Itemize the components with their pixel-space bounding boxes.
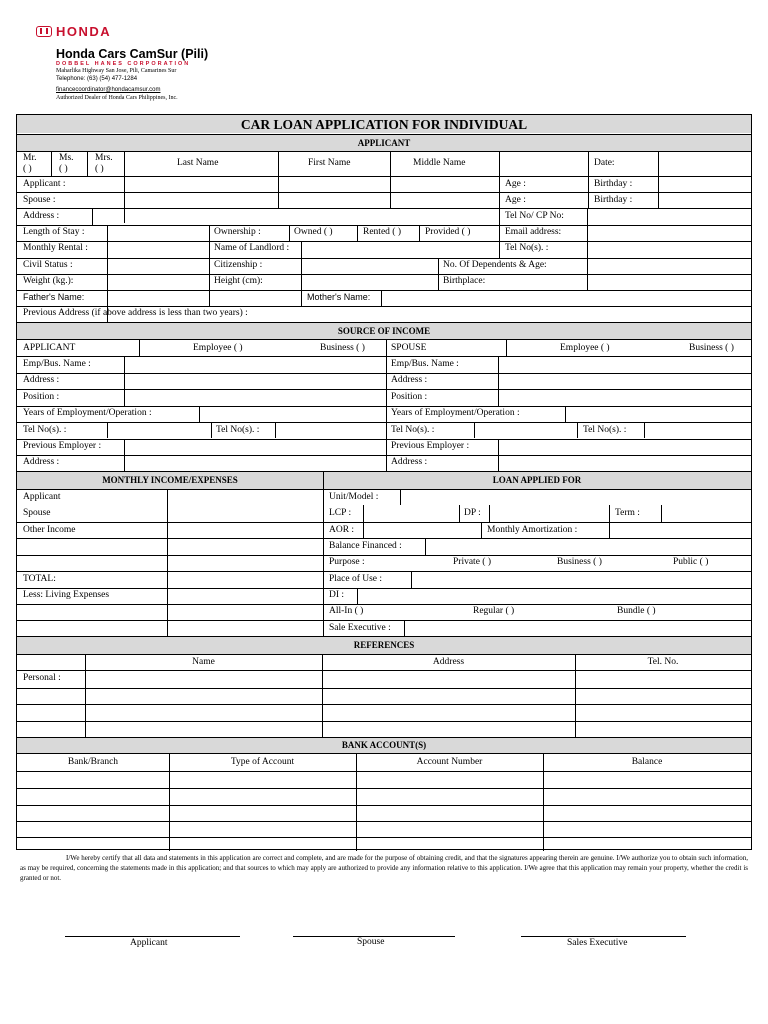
length-of-stay-label: Length of Stay : bbox=[23, 227, 85, 237]
table-rule bbox=[17, 373, 751, 374]
income-applicant-label: APPLICANT bbox=[23, 343, 76, 353]
spouse-emp-name-label: Emp/Bus. Name : bbox=[391, 359, 459, 369]
dealer-name: Honda Cars CamSur (Pili) bbox=[56, 47, 209, 61]
spouse-age-label: Age : bbox=[505, 195, 526, 205]
table-rule bbox=[499, 151, 500, 208]
table-rule bbox=[17, 322, 751, 323]
spouse-prev-employer-label: Previous Employer : bbox=[391, 441, 470, 451]
lcp-label: LCP : bbox=[329, 508, 352, 518]
applicant-label: Applicant : bbox=[23, 179, 66, 189]
table-rule bbox=[17, 471, 751, 472]
last-name-header: Last Name bbox=[177, 158, 219, 168]
di-label: DI : bbox=[329, 590, 345, 600]
table-rule bbox=[419, 225, 420, 241]
unit-model-label: Unit/Model : bbox=[329, 492, 379, 502]
table-rule bbox=[17, 439, 751, 440]
table-rule bbox=[357, 225, 358, 241]
table-rule bbox=[17, 555, 751, 556]
table-rule bbox=[425, 538, 426, 555]
owned-checkbox[interactable]: Owned ( ) bbox=[294, 227, 333, 237]
applicant-signature-label: Applicant bbox=[130, 938, 168, 948]
rented-checkbox[interactable]: Rented ( ) bbox=[363, 227, 401, 237]
table-rule bbox=[357, 588, 358, 604]
table-rule bbox=[17, 753, 751, 754]
applicant-emp-name-label: Emp/Bus. Name : bbox=[23, 359, 91, 369]
table-rule bbox=[124, 439, 125, 471]
balance-header: Balance bbox=[631, 757, 663, 767]
address-label: Address : bbox=[23, 211, 60, 221]
mothers-name-label: Mother's Name: bbox=[307, 292, 371, 302]
ref-name-header: Name bbox=[192, 657, 215, 667]
place-of-use-label: Place of Use : bbox=[329, 574, 383, 584]
birthday-label: Birthday : bbox=[594, 179, 633, 189]
monthly-applicant-label: Applicant bbox=[23, 492, 61, 502]
table-rule bbox=[499, 208, 500, 225]
table-rule bbox=[661, 505, 662, 522]
loan-application-form bbox=[16, 114, 752, 850]
table-rule bbox=[17, 788, 751, 789]
table-rule bbox=[124, 151, 125, 223]
balance-financed-label: Balance Financed : bbox=[329, 541, 402, 551]
table-rule bbox=[17, 339, 751, 340]
table-rule bbox=[587, 225, 588, 258]
dealer-address: Maharlika Highway San Jose, Pili, Camarines Sur bbox=[56, 68, 177, 74]
purpose-label: Purpose : bbox=[329, 557, 365, 567]
mr-checkbox[interactable]: ( ) bbox=[23, 164, 32, 174]
table-rule bbox=[87, 151, 88, 176]
dp-label: DP : bbox=[464, 508, 481, 518]
table-rule bbox=[17, 704, 751, 705]
table-rule bbox=[17, 389, 751, 390]
previous-address-label: Previous Address (if above address is less than two years) : bbox=[23, 308, 248, 318]
spouse-employee-checkbox[interactable]: Employee ( ) bbox=[560, 343, 610, 353]
spouse-tel2-label: Tel No(s). : bbox=[583, 425, 627, 435]
table-rule bbox=[587, 258, 588, 290]
sales-executive-signature-label: Sales Executive bbox=[567, 938, 628, 948]
regular-checkbox[interactable]: Regular ( ) bbox=[473, 606, 515, 616]
table-rule bbox=[17, 604, 751, 605]
table-rule bbox=[17, 771, 751, 772]
term-label: Term : bbox=[615, 508, 640, 518]
mrs-checkbox[interactable]: ( ) bbox=[95, 164, 104, 174]
table-rule bbox=[289, 225, 290, 241]
email-address-label: Email address: bbox=[505, 227, 562, 237]
applicant-tel-label: Tel No(s). : bbox=[23, 425, 67, 435]
sales-executive-signature-line[interactable] bbox=[521, 936, 686, 937]
table-rule bbox=[17, 192, 751, 193]
table-rule bbox=[386, 339, 387, 472]
table-rule bbox=[17, 134, 751, 135]
table-rule bbox=[107, 422, 108, 438]
table-rule bbox=[92, 208, 93, 225]
table-rule bbox=[17, 688, 751, 689]
table-rule bbox=[17, 522, 751, 523]
table-rule bbox=[17, 571, 751, 572]
table-rule bbox=[381, 290, 382, 306]
spouse-emp-address-label: Address : bbox=[391, 375, 428, 385]
bank-heading: BANK ACCOUNT(S) bbox=[341, 740, 427, 750]
table-rule bbox=[17, 654, 751, 655]
certification-text: I/We hereby certify that all data and statements in this application are correct and complete, and are made for the purpose of obtaining credit, and that the signatures appearing therein are genuine. I/We authorize you to obtain such information, as may be required, concerning the statements made in this application; and that sources to which may apply are authorized to provide any information relative to this application. I/We agree that this application may remain your property, whether the credit is granted or not. bbox=[20, 854, 748, 882]
total-label: TOTAL: bbox=[23, 574, 56, 584]
brand-name: HONDA bbox=[56, 24, 112, 39]
table-rule bbox=[17, 737, 751, 738]
applicant-business-checkbox[interactable]: Business ( ) bbox=[320, 343, 365, 353]
ms-label: Ms. bbox=[59, 153, 74, 163]
table-rule bbox=[565, 406, 566, 422]
ownership-label: Ownership : bbox=[214, 227, 261, 237]
table-rule bbox=[400, 489, 401, 505]
table-rule bbox=[474, 422, 475, 438]
weight-label: Weight (kg.): bbox=[23, 276, 74, 286]
spouse-tel-label: Tel No(s). : bbox=[391, 425, 435, 435]
table-rule bbox=[17, 489, 751, 490]
tel-cp-label: Tel No/ CP No: bbox=[505, 211, 564, 221]
landlord-label: Name of Landlord : bbox=[214, 243, 290, 253]
table-rule bbox=[17, 151, 751, 152]
form-title: CAR LOAN APPLICATION FOR INDIVIDUAL bbox=[240, 117, 528, 132]
table-rule bbox=[499, 225, 500, 258]
monthly-spouse-label: Spouse bbox=[23, 508, 51, 518]
table-rule bbox=[498, 439, 499, 471]
account-number-header: Account Number bbox=[416, 757, 483, 767]
spouse-years-label: Years of Employment/Operation : bbox=[391, 408, 520, 418]
spouse-label: Spouse : bbox=[23, 195, 56, 205]
middle-name-header: Middle Name bbox=[413, 158, 466, 168]
monthly-heading: MONTHLY INCOME/EXPENSES bbox=[102, 475, 238, 485]
account-type-header: Type of Account bbox=[230, 757, 295, 767]
date-label: Date: bbox=[594, 158, 615, 168]
table-rule bbox=[459, 505, 460, 522]
table-rule bbox=[489, 505, 490, 522]
dependents-label: No. Of Dependents & Age: bbox=[443, 260, 547, 270]
table-rule bbox=[51, 151, 52, 176]
table-rule bbox=[588, 151, 589, 208]
table-rule bbox=[278, 151, 279, 208]
spouse-signature-label: Spouse bbox=[357, 937, 385, 947]
table-rule bbox=[609, 505, 610, 538]
table-rule bbox=[644, 422, 645, 438]
table-rule bbox=[17, 176, 751, 177]
table-rule bbox=[17, 290, 751, 291]
table-rule bbox=[17, 721, 751, 722]
birthplace-label: Birthplace: bbox=[443, 276, 486, 286]
applicant-prev-employer-label: Previous Employer : bbox=[23, 441, 102, 451]
provided-checkbox[interactable]: Provided ( ) bbox=[425, 227, 471, 237]
table-rule bbox=[17, 258, 751, 259]
table-rule bbox=[506, 339, 507, 356]
table-rule bbox=[323, 472, 324, 637]
table-rule bbox=[404, 620, 405, 636]
mrs-label: Mrs. bbox=[95, 153, 113, 163]
table-rule bbox=[438, 258, 439, 290]
dealer-email[interactable]: financecoordinator@hondacamsur.com bbox=[56, 87, 161, 93]
table-rule bbox=[17, 620, 751, 621]
table-rule bbox=[139, 339, 140, 356]
table-rule bbox=[17, 356, 751, 357]
height-label: Height (cm): bbox=[214, 276, 263, 286]
spouse-prev-address-label: Address : bbox=[391, 457, 428, 467]
monthly-amortization-label: Monthly Amortization : bbox=[487, 525, 578, 535]
table-rule bbox=[17, 241, 751, 242]
age-label: Age : bbox=[505, 179, 526, 189]
ms-checkbox[interactable]: ( ) bbox=[59, 164, 68, 174]
bundle-checkbox[interactable]: Bundle ( ) bbox=[617, 606, 656, 616]
table-rule bbox=[124, 356, 125, 406]
table-rule bbox=[17, 225, 751, 226]
table-rule bbox=[17, 636, 751, 637]
table-rule bbox=[17, 538, 751, 539]
spouse-position-label: Position : bbox=[391, 392, 428, 402]
income-spouse-label: SPOUSE bbox=[391, 343, 427, 353]
aor-label: AOR : bbox=[329, 525, 355, 535]
public-checkbox[interactable]: Public ( ) bbox=[673, 557, 709, 567]
table-rule bbox=[17, 274, 751, 275]
applicant-position-label: Position : bbox=[23, 392, 60, 402]
corporation-name: DOBBEL HANES CORPORATION bbox=[56, 61, 191, 67]
mr-label: Mr. bbox=[23, 153, 37, 163]
ref-tel-header: Tel. No. bbox=[647, 657, 679, 667]
table-rule bbox=[390, 151, 391, 208]
loan-heading: LOAN APPLIED FOR bbox=[492, 475, 582, 485]
table-rule bbox=[17, 422, 751, 423]
citizenship-label: Citizenship : bbox=[214, 260, 263, 270]
applicant-emp-address-label: Address : bbox=[23, 375, 60, 385]
table-rule bbox=[17, 588, 751, 589]
applicant-heading: APPLICANT bbox=[357, 138, 411, 148]
sales-executive-label: Sale Executive : bbox=[329, 623, 391, 633]
fathers-name-label: Father's Name: bbox=[23, 292, 85, 302]
table-rule bbox=[199, 406, 200, 422]
first-name-header: First Name bbox=[308, 158, 351, 168]
table-rule bbox=[17, 406, 751, 407]
all-in-checkbox[interactable]: All-In ( ) bbox=[329, 606, 364, 616]
applicant-signature-line[interactable] bbox=[65, 936, 240, 937]
table-rule bbox=[498, 356, 499, 406]
personal-label: Personal : bbox=[23, 673, 61, 683]
bank-branch-header: Bank/Branch bbox=[67, 757, 119, 767]
letterhead bbox=[36, 24, 208, 102]
monthly-rental-label: Monthly Rental : bbox=[23, 243, 88, 253]
table-rule bbox=[17, 306, 751, 307]
applicant-tel2-label: Tel No(s). : bbox=[216, 425, 260, 435]
table-rule bbox=[17, 670, 751, 671]
table-rule bbox=[167, 489, 168, 636]
table-rule bbox=[481, 522, 482, 538]
applicant-years-label: Years of Employment/Operation : bbox=[23, 408, 152, 418]
table-rule bbox=[587, 208, 588, 225]
table-rule bbox=[301, 241, 302, 306]
spouse-birthday-label: Birthday : bbox=[594, 195, 633, 205]
table-rule bbox=[577, 422, 578, 438]
honda-logo bbox=[36, 24, 208, 39]
table-rule bbox=[363, 505, 364, 538]
spouse-business-checkbox[interactable]: Business ( ) bbox=[689, 343, 734, 353]
income-heading: SOURCE OF INCOME bbox=[337, 326, 431, 336]
private-checkbox[interactable]: Private ( ) bbox=[453, 557, 491, 567]
references-heading: REFERENCES bbox=[353, 640, 415, 650]
table-rule bbox=[658, 151, 659, 208]
table-rule bbox=[17, 821, 751, 822]
table-rule bbox=[411, 571, 412, 588]
table-rule bbox=[209, 225, 210, 306]
living-expenses-label: Less: Living Expenses bbox=[23, 590, 110, 600]
table-rule bbox=[17, 837, 751, 838]
table-rule bbox=[17, 208, 751, 209]
dealer-telephone: Telephone: (63) (54) 477-1284 bbox=[56, 76, 138, 82]
applicant-employee-checkbox[interactable]: Employee ( ) bbox=[193, 343, 243, 353]
civil-status-label: Civil Status : bbox=[23, 260, 73, 270]
landlord-tel-label: Tel No(s). : bbox=[505, 243, 549, 253]
table-rule bbox=[17, 805, 751, 806]
honda-h-icon bbox=[36, 26, 52, 37]
table-rule bbox=[275, 422, 276, 438]
ref-address-header: Address bbox=[432, 657, 465, 667]
applicant-prev-address-label: Address : bbox=[23, 457, 60, 467]
authorized-dealer-note: Authorized Dealer of Honda Cars Philippines, Inc. bbox=[56, 95, 178, 101]
table-rule bbox=[17, 455, 751, 456]
purpose-business-checkbox[interactable]: Business ( ) bbox=[557, 557, 602, 567]
other-income-label: Other Income bbox=[23, 525, 76, 535]
table-rule bbox=[211, 422, 212, 438]
